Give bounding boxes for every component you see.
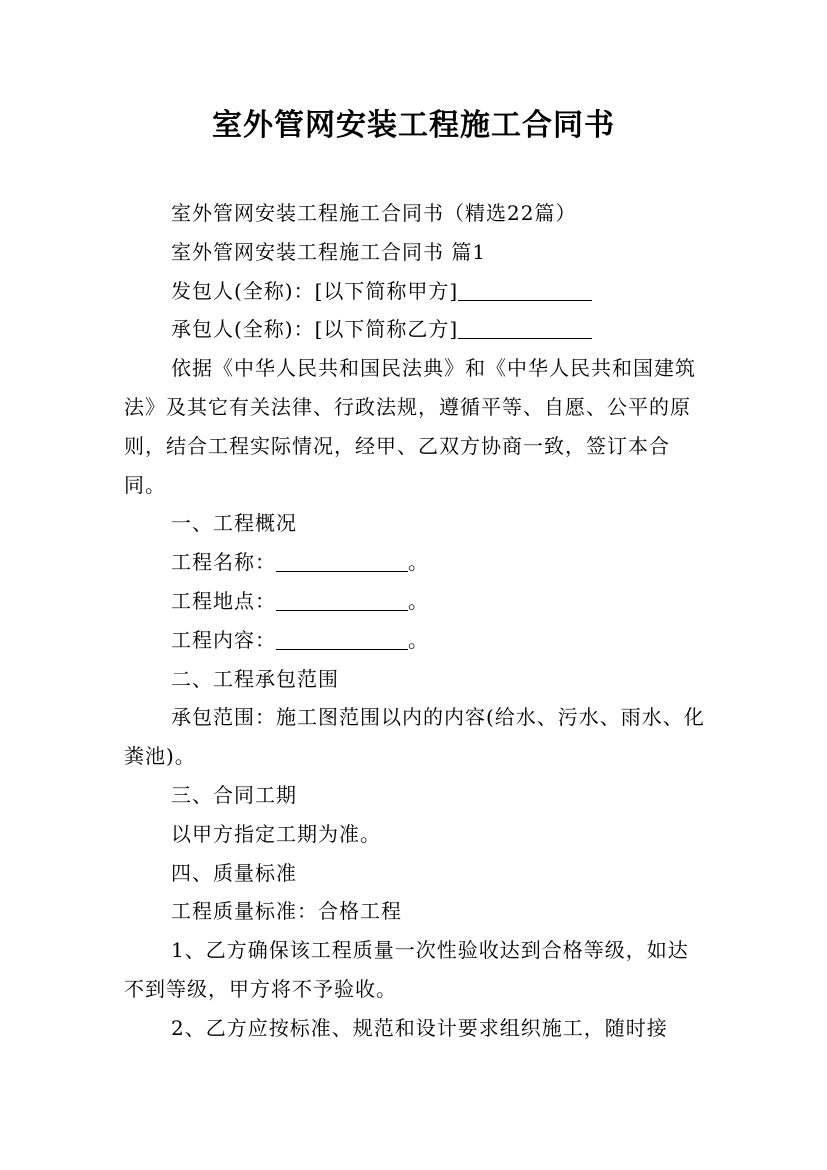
scope-paragraph: 承包范围：施工图范围以内的内容(给水、污水、雨水、化粪池)。 — [124, 705, 705, 769]
section-3-heading: 三、合同工期 — [171, 782, 297, 807]
project-name-period: 。 — [408, 550, 429, 575]
section-1-heading: 一、工程概况 — [171, 511, 297, 536]
document-body — [124, 194, 709, 1048]
party-b-blank — [458, 316, 592, 339]
item-1-paragraph: 1、乙方确保该工程质量一次性验收达到合格等级，如达不到等级，甲方将不予验收。 — [124, 938, 689, 1001]
preamble-paragraph: 依据《中华人民共和国民法典》和《中华人民共和国建筑法》及其它有关法律、行政法规，遵循平等、自愿、公平的原则，结合工程实际情况，经甲、乙双方协商一致，签订本合同。 — [124, 356, 696, 497]
project-content-blank — [276, 627, 408, 650]
party-b-line — [124, 310, 709, 349]
project-name-line — [124, 543, 709, 582]
item-2-paragraph: 2、乙方应按标准、规范和设计要求组织施工，随时接 — [171, 1015, 668, 1040]
section-4-heading: 四、质量标准 — [171, 860, 297, 885]
subtitle-line: 室外管网安装工程施工合同书（精选22篇） — [171, 201, 577, 225]
project-name-label: 工程名称： — [171, 550, 276, 575]
project-content-line — [124, 621, 709, 660]
party-a-blank — [458, 278, 592, 301]
section-2-heading: 二、工程承包范围 — [171, 666, 339, 691]
project-content-label: 工程内容： — [171, 627, 276, 652]
period-paragraph: 以甲方指定工期为准。 — [171, 821, 381, 846]
party-b-label: 承包人(全称)：[以下简称乙方] — [171, 317, 459, 342]
party-a-line — [124, 272, 709, 311]
project-location-line — [124, 582, 709, 621]
project-name-blank — [276, 549, 408, 572]
project-content-period: 。 — [408, 627, 429, 652]
project-location-period: 。 — [408, 588, 429, 613]
part-heading: 室外管网安装工程施工合同书 篇1 — [171, 239, 487, 264]
project-location-label: 工程地点： — [171, 588, 276, 613]
party-a-label: 发包人(全称)：[以下简称甲方] — [171, 278, 459, 303]
quality-standard-line: 工程质量标准：合格工程 — [171, 899, 402, 924]
document-title: 室外管网安装工程施工合同书 — [212, 108, 615, 143]
project-location-blank — [276, 588, 408, 611]
